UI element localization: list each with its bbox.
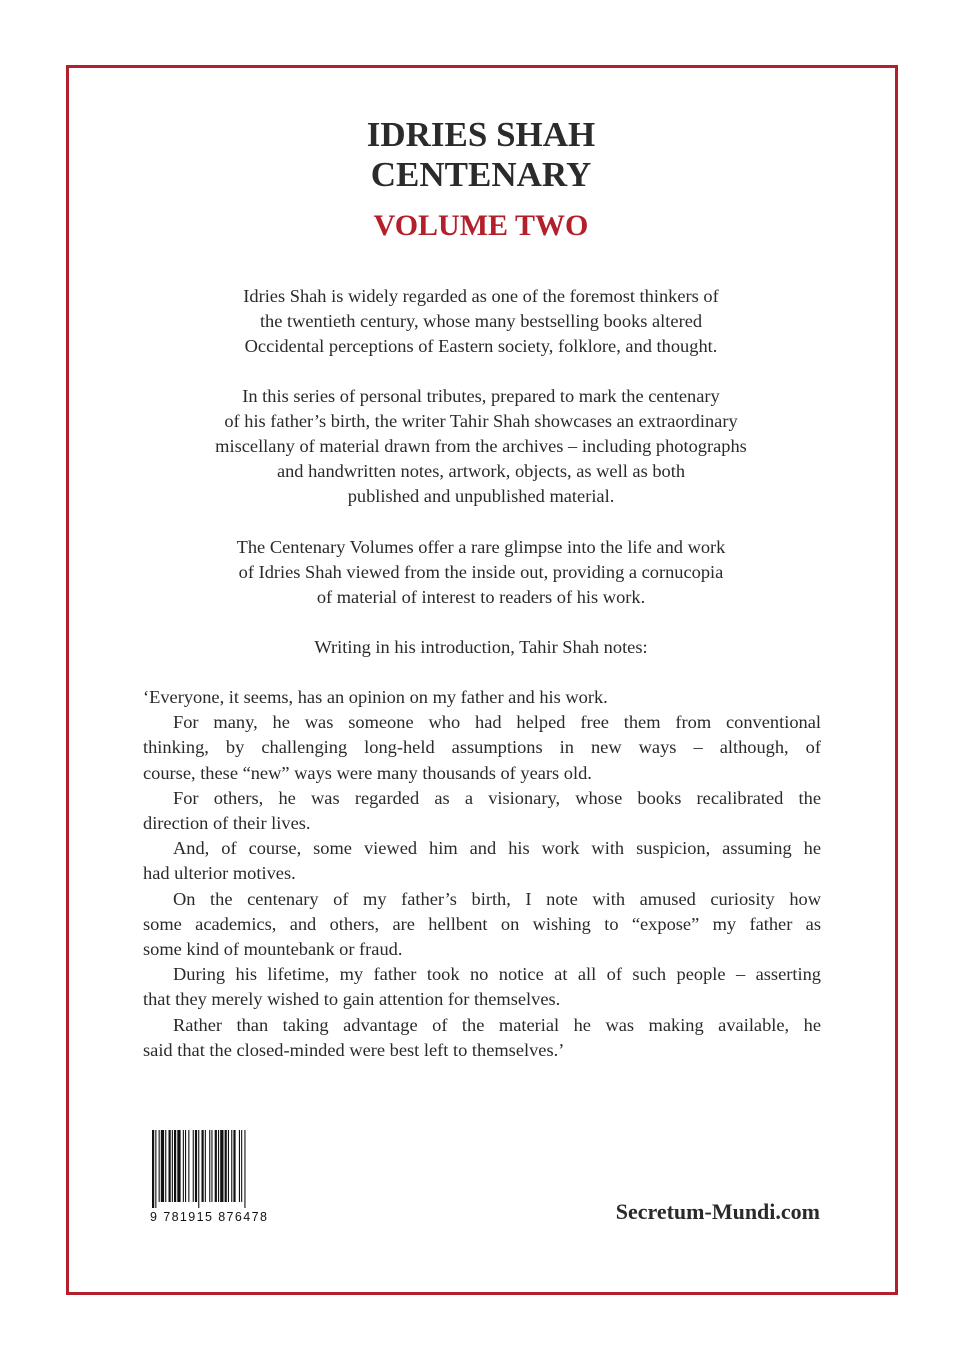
text-line: of Idries Shah viewed from the inside out, providing a cornucopia <box>238 562 724 582</box>
text-line: the twentieth century, whose many bestselling books altered <box>259 311 703 331</box>
text-line: and handwritten notes, artwork, objects, as well as both <box>276 461 686 481</box>
title-line-1: IDRIES SHAH <box>366 115 596 154</box>
text-line: Writing in his introduction, Tahir Shah notes: <box>314 637 648 657</box>
quote-line: On the centenary of my father’s birth, I note with amused curiosity how <box>173 888 821 909</box>
quote-line: course, these “new” ways were many thousands of years old. <box>143 762 592 783</box>
barcode-bar <box>174 1130 176 1202</box>
barcode-bar <box>159 1130 160 1202</box>
quote-line: some academics, and others, are hellbent on wishing to “expose” my father as <box>143 913 821 934</box>
quote-line: And, of course, some viewed him and his work with suspicion, assuming he <box>173 838 821 859</box>
barcode-bar <box>155 1130 156 1208</box>
barcode-bar <box>177 1130 180 1202</box>
barcode-bars <box>150 1130 280 1208</box>
barcode-bar <box>188 1130 189 1202</box>
barcode-bar <box>152 1130 154 1208</box>
barcode-bar <box>198 1130 199 1208</box>
barcode-bar <box>185 1130 186 1202</box>
page-border <box>66 65 898 1295</box>
text-line: of his father’s birth, the writer Tahir Shah showcases an extraordinary <box>224 411 738 431</box>
intro-paragraph-2 <box>0 384 962 509</box>
quote-intro <box>0 635 962 660</box>
barcode-bar <box>225 1130 227 1202</box>
barcode-bar <box>218 1130 219 1202</box>
barcode-bar <box>169 1130 171 1202</box>
quote-line: had ulterior motives. <box>143 863 296 884</box>
text-line: of material of interest to readers of his work. <box>316 587 646 607</box>
barcode-bar <box>195 1130 197 1202</box>
barcode-bar <box>239 1130 240 1202</box>
barcode-bar <box>233 1130 235 1202</box>
barcode-bar <box>228 1130 229 1202</box>
barcode-bar <box>231 1130 232 1202</box>
text-line: The Centenary Volumes offer a rare glimpse into the life and work <box>236 537 726 557</box>
title-line-2: CENTENARY <box>370 155 592 194</box>
text-line: Idries Shah is widely regarded as one of the foremost thinkers of <box>243 286 719 306</box>
barcode-bar <box>172 1130 173 1202</box>
barcode-bar <box>211 1130 212 1202</box>
barcode-bar <box>183 1130 184 1202</box>
quote-line: Rather than taking advantage of the material he was making available, he <box>173 1014 821 1035</box>
text-line: published and unpublished material. <box>347 486 615 506</box>
quote-line: that they merely wished to gain attention for themselves. <box>143 989 561 1010</box>
subtitle-volume: VOLUME TWO <box>373 209 589 242</box>
text-line: miscellany of material drawn from the archives – including photographs <box>215 436 747 456</box>
quote-line: For many, he was someone who had helped free them from conventional <box>173 712 821 733</box>
quote-line: some kind of mountebank or fraud. <box>143 939 403 960</box>
barcode-bar <box>241 1130 242 1202</box>
quote-line: said that the closed-minded were best left to themselves.’ <box>143 1039 565 1060</box>
barcode-bar <box>161 1130 164 1202</box>
intro-paragraph-1 <box>0 284 962 359</box>
barcode-bar <box>244 1130 245 1208</box>
text-line: In this series of personal tributes, prepared to mark the centenary <box>242 386 720 406</box>
barcode-bar <box>165 1130 166 1202</box>
barcode-bar <box>205 1130 206 1202</box>
barcode-bar <box>202 1130 204 1202</box>
barcode-bar <box>209 1130 210 1202</box>
publisher-website: Secretum-Mundi.com <box>615 1199 820 1224</box>
isbn-number: 9 781915 876478 <box>150 1210 269 1224</box>
quote-line: During his lifetime, my father took no notice at all of such people – asserting <box>173 964 821 985</box>
barcode-bar <box>215 1130 217 1202</box>
quote-line: For others, he was regarded as a visionary, whose books recalibrated the <box>173 787 821 808</box>
text-line: Occidental perceptions of Eastern society, folklore, and thought. <box>244 336 718 356</box>
barcode-bar <box>193 1130 194 1202</box>
quote-line: direction of their lives. <box>143 813 311 834</box>
intro-paragraph-3 <box>0 535 962 610</box>
quote-line: thinking, by challenging long-held assumptions in new ways – although, of <box>143 737 821 758</box>
quote-line: ‘Everyone, it seems, has an opinion on my father and his work. <box>143 687 608 707</box>
quote-block <box>143 685 821 1063</box>
barcode-bar <box>220 1130 223 1202</box>
